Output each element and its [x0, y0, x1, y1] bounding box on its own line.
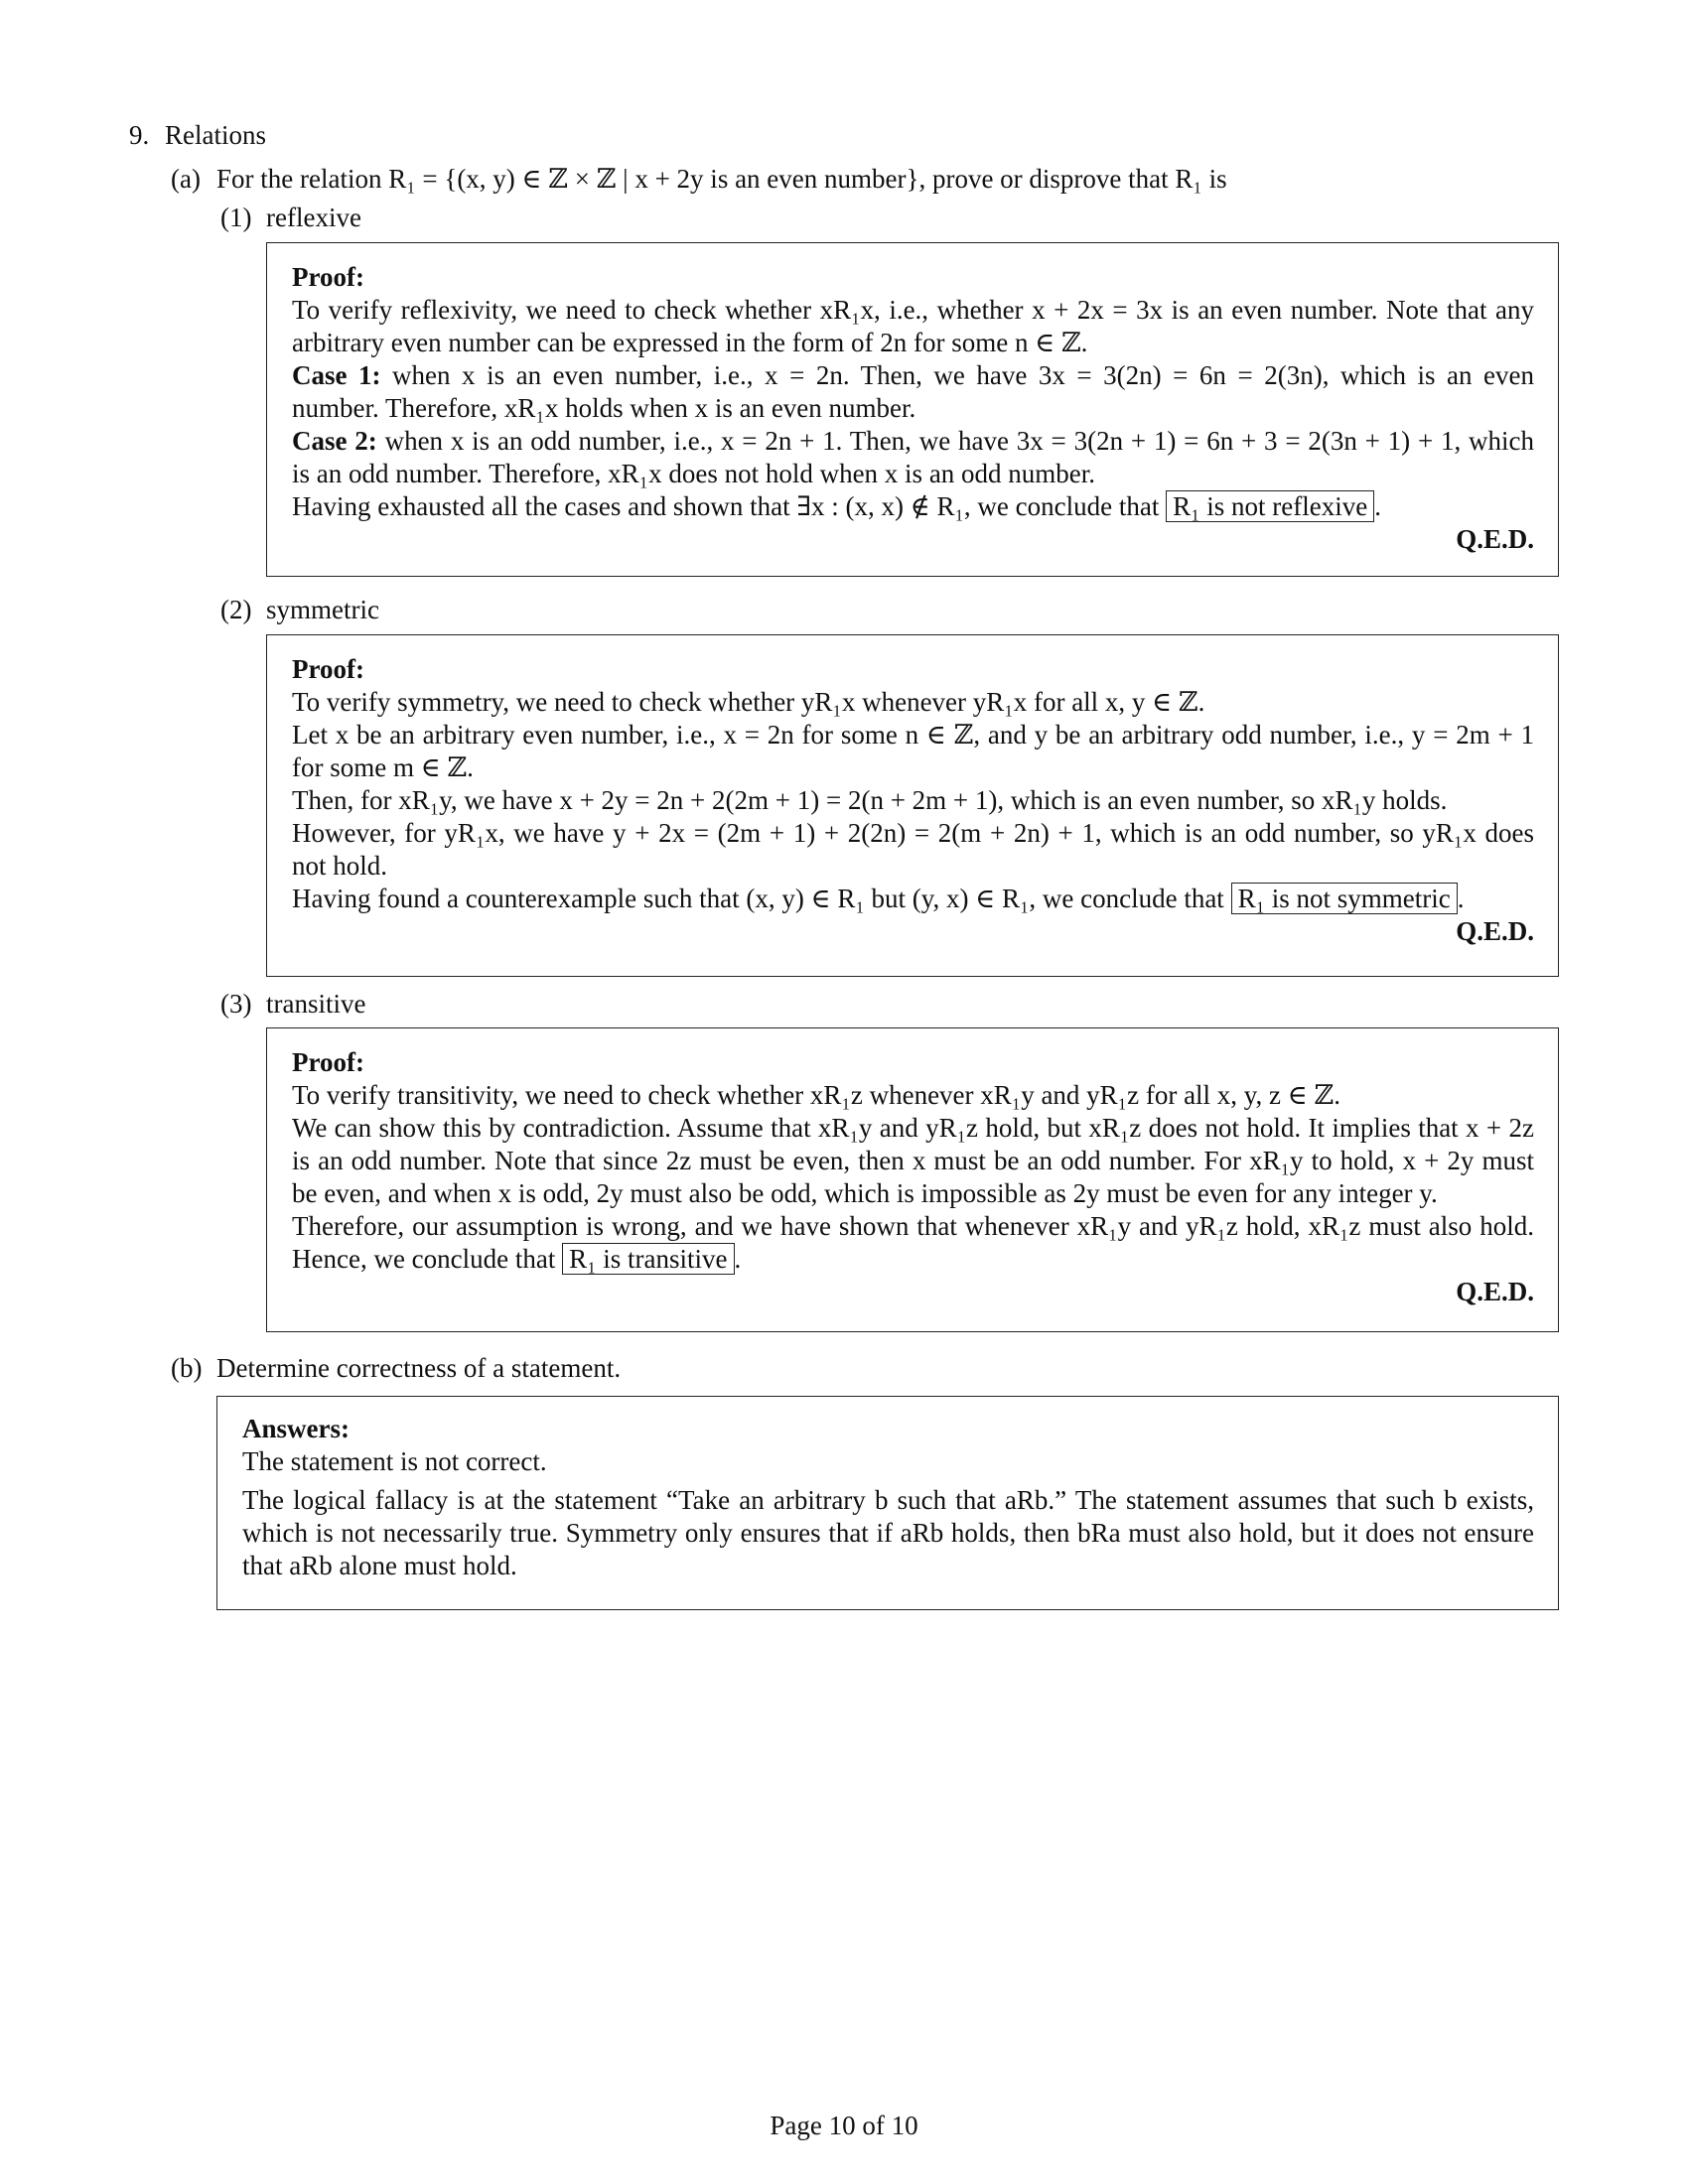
- answers-box: [216, 1396, 1559, 1610]
- proof-line: Therefore, our assumption is wrong, and we have shown that whenever xR₁y and yR₁z hold, xR₁z must also hold.: [292, 1211, 1534, 1241]
- case-1-text: when x is an even number, i.e., x = 2n. Then, we have 3x = 3(2n) = 6n = 2(3n), which is an even: [380, 360, 1534, 390]
- proof-line: Then, for xR₁y, we have x + 2y = 2n + 2(2m + 1) = 2(n + 2m + 1), which is an even number, so xR₁y holds.: [292, 785, 1448, 815]
- proof-line: not hold.: [292, 851, 388, 881]
- part-b-label: (b): [171, 1353, 203, 1383]
- answer-statement: The statement is not correct.: [242, 1446, 547, 1476]
- boxed-conclusion: R₁ is transitive: [562, 1243, 734, 1275]
- case-2-text: when x is an odd number, i.e., x = 2n + 1. Then, we have 3x = 3(2n + 1) = 6n + 3 = 2(3n + 1) + 1, which: [376, 426, 1534, 456]
- proof-box-reflexive: [266, 242, 1559, 577]
- conclusion-text: Having exhausted all the cases and shown that ∃x : (x, x) ∉ R₁, we conclude that: [292, 491, 1167, 521]
- conclusion-end: .: [1457, 884, 1465, 913]
- qed-mark: Q.E.D.: [1456, 524, 1534, 554]
- proof-line: for some m ∈ ℤ.: [292, 752, 474, 782]
- proof-line: arbitrary even number can be expressed in the form of 2n for some n ∈ ℤ.: [292, 328, 1088, 357]
- answer-line: which is not necessarily true. Symmetry only ensures that if aRb holds, then bRa must also hold, but it does not ensure: [242, 1518, 1534, 1548]
- case-2-line: [292, 425, 1534, 458]
- conclusion-text: Hence, we conclude that: [292, 1244, 563, 1274]
- boxed-conclusion: R₁ is not symmetric: [1231, 883, 1458, 914]
- boxed-conclusion: R₁ is not reflexive: [1166, 490, 1374, 522]
- page-number: Page 10 of 10: [770, 2111, 918, 2140]
- qed-mark: Q.E.D.: [1456, 1277, 1534, 1306]
- proof-line: number. Therefore, xR₁x holds when x is an even number.: [292, 393, 916, 423]
- item-1-title: reflexive: [266, 203, 361, 232]
- item-3-title: transitive: [266, 989, 366, 1019]
- part-b-title: Determine correctness of a statement.: [216, 1353, 622, 1383]
- case-1-label: Case 1:: [292, 360, 381, 390]
- item-1-label: (1): [220, 203, 252, 232]
- case-1-line: [292, 359, 1534, 392]
- part-a-label: (a): [171, 164, 201, 194]
- proof-box-symmetric: [266, 634, 1559, 977]
- proof-line: be even, and when x is odd, 2y must also be odd, which is impossible as 2y must be even for any integer y.: [292, 1178, 1438, 1208]
- proof-box-transitive: [266, 1027, 1559, 1332]
- proof-line: To verify transitivity, we need to check whether xR₁z whenever xR₁y and yR₁z for all x, y, z ∈ ℤ.: [292, 1080, 1340, 1110]
- item-2-heading: [220, 594, 379, 626]
- conclusion-end: .: [1374, 491, 1381, 521]
- answers-heading: Answers:: [242, 1414, 350, 1443]
- conclusion-line: [292, 490, 1534, 523]
- section-heading: [129, 119, 266, 152]
- item-2-title: symmetric: [266, 595, 379, 624]
- proof-heading: Proof:: [292, 262, 364, 292]
- answer-line: The logical fallacy is at the statement “Take an arbitrary b such that aRb.” The statement assumes that such b exists,: [242, 1485, 1534, 1515]
- item-3-label: (3): [220, 989, 252, 1019]
- conclusion-end: .: [734, 1244, 742, 1274]
- proof-line: However, for yR₁x, we have y + 2x = (2m + 1) + 2(2n) = 2(m + 2n) + 1, which is an odd number, so yR₁x does: [292, 818, 1534, 848]
- proof-line: To verify reflexivity, we need to check whether xR₁x, i.e., whether x + 2x = 3x is an even number. Note that any: [292, 295, 1534, 325]
- conclusion-line: [292, 1243, 1534, 1276]
- proof-line: Let x be an arbitrary even number, i.e., x = 2n for some n ∈ ℤ, and y be an arbitrary odd number, i.e., y = 2m + 1: [292, 720, 1534, 750]
- case-2-label: Case 2:: [292, 426, 377, 456]
- item-2-label: (2): [220, 595, 252, 624]
- part-a-intro-text: For the relation R₁ = {(x, y) ∈ ℤ × ℤ | x + 2y is an even number}, prove or disprove that R₁ is: [216, 164, 1227, 194]
- proof-line: is an odd number. Note that since 2z must be even, then x must be an odd number. For xR₁y to hold, x + 2y must: [292, 1146, 1534, 1175]
- proof-line: To verify symmetry, we need to check whether yR₁x whenever yR₁x for all x, y ∈ ℤ.: [292, 687, 1205, 717]
- item-1-heading: [220, 202, 361, 234]
- proof-heading: Proof:: [292, 654, 364, 684]
- part-a-intro: [171, 163, 1227, 196]
- proof-line: We can show this by contradiction. Assume that xR₁y and yR₁z hold, but xR₁z does not hold. It implies that x + 2z: [292, 1113, 1534, 1143]
- conclusion-line: [292, 883, 1534, 915]
- proof-line: is an odd number. Therefore, xR₁x does not hold when x is an odd number.: [292, 459, 1096, 488]
- item-3-heading: [220, 988, 365, 1021]
- section-number: 9.: [129, 120, 150, 150]
- section-title: Relations: [165, 120, 266, 150]
- conclusion-text: Having found a counterexample such that (x, y) ∈ R₁ but (y, x) ∈ R₁, we conclude that: [292, 884, 1231, 913]
- proof-heading: Proof:: [292, 1047, 364, 1077]
- answer-line: that aRb alone must hold.: [242, 1551, 517, 1580]
- part-b-heading: [171, 1352, 621, 1385]
- qed-mark: Q.E.D.: [1456, 916, 1534, 946]
